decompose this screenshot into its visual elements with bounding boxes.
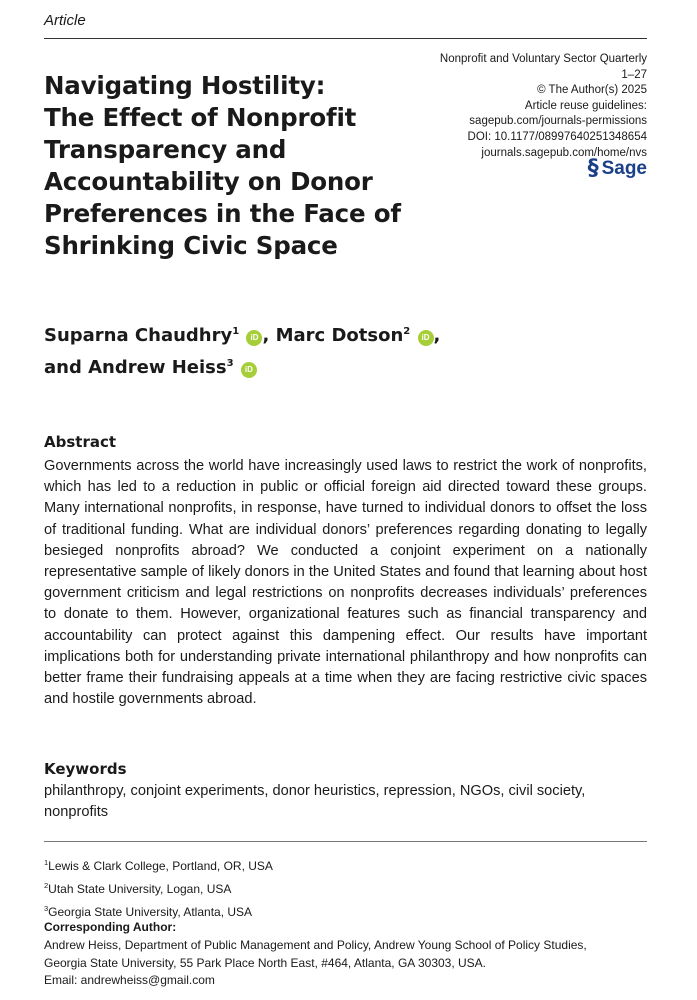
title-line: Navigating Hostility: — [44, 71, 326, 100]
corresponding-author-details — [44, 937, 647, 990]
title-line: Shrinking Civic Space — [44, 231, 338, 260]
keywords-heading: Keywords — [44, 760, 127, 778]
corresponding-line: Georgia State University, 55 Park Place North East, #464, Atlanta, GA 30303, USA. — [44, 955, 487, 970]
journal-home-link[interactable]: journals.sagepub.com/home/nvs — [481, 146, 647, 159]
footer-divider — [44, 841, 647, 842]
corresponding-line: Andrew Heiss, Department of Public Management and Policy, Andrew Young School of Policy Studies, — [44, 938, 587, 952]
title-line: The Effect of Nonprofit — [44, 103, 357, 132]
orcid-icon[interactable]: iD — [246, 330, 262, 346]
paper-title — [44, 70, 444, 262]
affiliation-marker: 1 — [232, 326, 240, 337]
publisher-name: Sage — [601, 158, 647, 179]
orcid-icon[interactable]: iD — [241, 362, 257, 378]
author-name: and Andrew Heiss — [44, 357, 227, 378]
title-line: Accountability on Donor — [44, 167, 373, 196]
journal-name: Nonprofit and Voluntary Sector Quarterly — [439, 53, 647, 65]
affiliation-number: 3 — [44, 904, 49, 913]
affiliation-text: Georgia State University, Atlanta, USA — [48, 905, 253, 919]
author-name: Suparna Chaudhry — [44, 325, 233, 346]
affiliation-marker: 3 — [226, 358, 234, 369]
article-type-label: Article — [44, 12, 86, 29]
affiliation-text: Lewis & Clark College, Portland, OR, USA — [48, 859, 273, 873]
abstract-text: Governments across the world have increasingly used laws to restrict the work of nonprofits, which has led to a reduction in public or official foreign aid directed toward these groups. Many international nonprofits, in response, have turned to individual donors to offset the loss of traditional funding. What are individual donors’ preferences regarding donating to legally besieged nonprofits abroad? We conducted a conjoint experiment on a nationally representative sample of likely donors in the United States and found that learning about host government criticism and legal restrictions on nonprofits decreases individuals’ preferences to donate to them. However, organizational features such as financial transparency and accountability can protect against this dampening effect. Our results have important implications both for understanding private international philanthropy and how nonprofits can better frame their fundraising appeals at a time when they are facing restrictive civic spaces and hostile governments abroad. — [44, 458, 647, 708]
affiliation-number: 2 — [44, 881, 49, 890]
title-line: Preferences in the Face of — [44, 199, 401, 228]
doi-link[interactable]: DOI: 10.1177/08997640251348654 — [467, 130, 647, 143]
corresponding-author-heading: Corresponding Author: — [44, 920, 177, 934]
reuse-label: Article reuse guidelines: — [524, 99, 647, 112]
orcid-icon[interactable]: iD — [418, 330, 434, 346]
affiliation-item — [44, 899, 273, 922]
corresponding-email[interactable]: Email: andrewheiss@gmail.com — [44, 973, 215, 987]
affiliations — [44, 853, 273, 922]
affiliation-marker: 2 — [403, 326, 411, 337]
author-name: Marc Dotson — [275, 325, 404, 346]
author-separator: , — [262, 325, 276, 346]
permissions-link[interactable]: sagepub.com/journals-permissions — [469, 115, 647, 128]
page-range: 1–27 — [621, 68, 647, 81]
header-divider — [44, 38, 647, 39]
sage-s-logo-icon: § — [587, 156, 599, 181]
publisher-logo — [588, 158, 647, 180]
abstract-heading: Abstract — [44, 433, 117, 451]
copyright: © The Author(s) 2025 — [537, 84, 647, 97]
affiliation-text: Utah State University, Logan, USA — [48, 882, 232, 896]
keywords-text: philanthropy, conjoint experiments, donor heuristics, repression, NGOs, civil society, nonprofits — [44, 783, 586, 821]
author-separator: , — [433, 325, 441, 346]
author-list — [44, 318, 464, 382]
affiliation-item — [44, 853, 273, 876]
affiliation-item — [44, 876, 273, 899]
title-line: Transparency and — [44, 135, 287, 164]
affiliation-number: 1 — [44, 858, 49, 867]
